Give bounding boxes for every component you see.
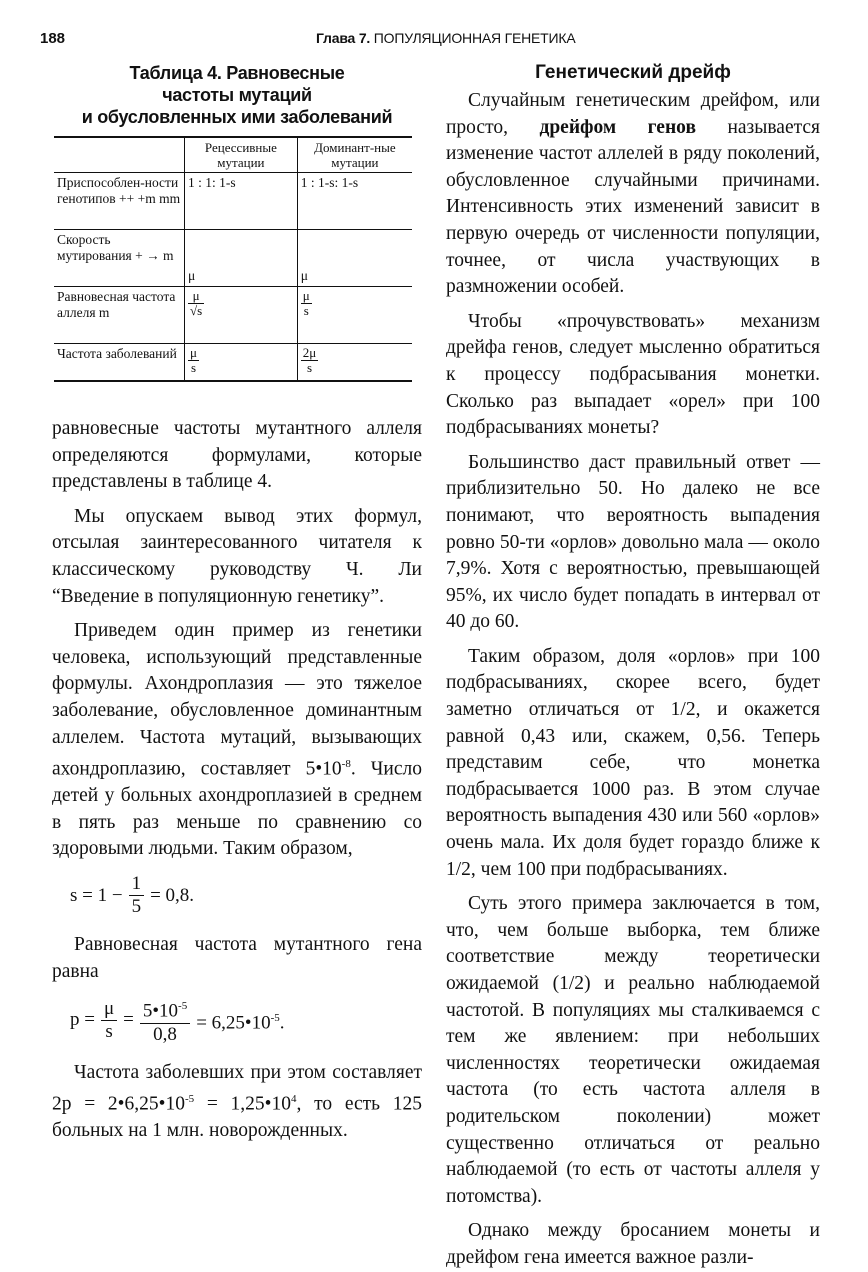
numerator: 2μ bbox=[302, 345, 317, 360]
numerator: μ bbox=[302, 288, 310, 303]
fraction-inline: 1/2 bbox=[446, 858, 471, 880]
denominator: s bbox=[105, 1020, 113, 1042]
table-header-cell bbox=[54, 137, 185, 173]
row-label: Частота заболеваний bbox=[54, 344, 185, 382]
paragraph: Мы опускаем вывод этих формул, отсылая заинтересованного читателя к классическому руководству Ч. Ли “Введение в популяционную генетику”. bbox=[52, 505, 422, 607]
left-body-text bbox=[52, 416, 422, 1145]
fraction bbox=[301, 289, 312, 318]
formula-s bbox=[70, 873, 422, 918]
denominator: 5 bbox=[131, 896, 142, 917]
superscript: -5 bbox=[178, 1000, 188, 1013]
formula-part: = 0,8. bbox=[150, 884, 195, 906]
page-header bbox=[40, 30, 830, 54]
numerator: μ bbox=[188, 289, 204, 304]
recessive-cell: μ bbox=[185, 230, 298, 287]
text-run: = 6,25•10 bbox=[196, 1012, 271, 1034]
right-column bbox=[446, 62, 820, 1272]
section-title: Генетический дрейф bbox=[535, 62, 731, 83]
text-run: , то есть 125 больных на 1 млн. новорожденных. bbox=[52, 1093, 422, 1142]
text-run: Таким образом, доля «орлов» при 100 подбрасываниях, скорее всего, будет заметно отличаться от bbox=[446, 645, 820, 721]
paragraph bbox=[446, 644, 820, 883]
superscript: -5 bbox=[270, 1011, 280, 1024]
fraction bbox=[301, 346, 318, 375]
dominant-cell: μ bbox=[297, 230, 412, 287]
formula-part: s = 1 − bbox=[70, 884, 123, 906]
formula-part: = bbox=[123, 1009, 134, 1031]
text-run: , и окажется равной 0,43 или, скажем, 0,56. Теперь представим себе, что монетка подбрасывается 1000 раз. В этом случае вероятность выпадения 430 или 560 «орлов» очень мала. Их доля будет гораздо ближе к bbox=[446, 699, 820, 854]
fraction bbox=[129, 873, 145, 918]
table-header-cell: Доминант-ные мутации bbox=[297, 137, 412, 173]
table-header-cell: Рецессивные мутации bbox=[185, 137, 298, 173]
text-run: 5•10 bbox=[142, 1000, 179, 1022]
formula-part bbox=[196, 1006, 284, 1035]
page-number: 188 bbox=[40, 30, 66, 47]
paragraph: Однако между бросанием монеты и дрейфом гена имеется важное разли- bbox=[446, 1220, 820, 1268]
term-bold: дрейфом генов bbox=[539, 116, 696, 138]
right-body-text bbox=[446, 88, 820, 1272]
fraction bbox=[188, 346, 199, 375]
denominator: √s bbox=[190, 303, 203, 318]
text-run: = 1,25•10 bbox=[194, 1093, 291, 1115]
running-head bbox=[316, 30, 575, 46]
superscript: 4 bbox=[291, 1093, 297, 1106]
chapter-label: Глава 7. bbox=[316, 30, 371, 46]
fraction bbox=[188, 289, 204, 318]
text-run: ) и реально наблюдаемой частотой. В популяциях мы сталкиваемся с тем же явлением: при небольших численностях теоретически ожидаемая частота (то есть частота аллеля в родительском поколении) может существенно отличаться от реально наблюдаемой (то есть от частоты аллеля у потомства). bbox=[446, 973, 820, 1207]
table-title bbox=[52, 62, 422, 128]
paragraph bbox=[446, 891, 820, 1210]
superscript: -8 bbox=[341, 758, 351, 771]
recessive-cell: 1 : 1: 1-s bbox=[185, 173, 298, 230]
dominant-cell bbox=[297, 344, 412, 382]
left-column bbox=[52, 62, 422, 1145]
dominant-cell: 1 : 1-s: 1-s bbox=[297, 173, 412, 230]
denominator: s bbox=[190, 360, 197, 375]
table-title-line: и обусловленных ими заболеваний bbox=[81, 107, 393, 127]
text-run: , чем 100 при подбрасываниях. bbox=[470, 858, 728, 880]
fraction-inline: 1/2 bbox=[559, 973, 585, 994]
table-row bbox=[54, 230, 412, 287]
formula-part: p = bbox=[70, 1009, 95, 1031]
text-run: Случайным генетическим дрейфом, или просто, bbox=[446, 90, 820, 138]
fraction-inline: 1/2 bbox=[670, 699, 696, 721]
numerator: 1 bbox=[129, 873, 145, 896]
table-row bbox=[54, 173, 412, 230]
table-row bbox=[54, 344, 412, 382]
text-run: Приведем один пример из генетики человека, использующий представленные формулы. Ахондроплазия — это тяжелое заболевание, обусловленное доминантным аллелем. Частота мутаций, вызывающих ахондроплазию, составляет 5•10 bbox=[52, 620, 422, 780]
text-run: Суть этого примера заключается в том, что, чем больше выборка, тем ближе соответствие между теоретически ожидаемой ( bbox=[446, 893, 820, 994]
denominator: s bbox=[303, 303, 309, 318]
superscript: -5 bbox=[184, 1093, 195, 1106]
numerator bbox=[140, 995, 190, 1023]
denominator: s bbox=[307, 360, 313, 375]
numerator: μ bbox=[101, 998, 117, 1021]
table-row bbox=[54, 287, 412, 344]
paragraph: равновесные частоты мутантного аллеля определяются формулами, которые представлены в таблице 4. bbox=[52, 418, 422, 493]
table-title-line: частоты мутаций bbox=[162, 85, 312, 105]
equilibrium-table bbox=[54, 136, 412, 382]
text-run: Частота заболевших при этом составляет 2p = 2•6,25•10 bbox=[52, 1061, 422, 1115]
text-run: называется изменение частот аллелей в ряду поколений, обусловленное случайными причинами. Интенсивность этих изменений зависит в первую очередь от численности популяции, точнее, от числа участвующих в размножении особей. bbox=[446, 116, 820, 298]
numerator: μ bbox=[190, 345, 197, 360]
text-run: . bbox=[279, 1012, 285, 1034]
formula-p bbox=[70, 995, 422, 1045]
paragraph: Большинство даст правильный ответ — приблизительно 50. Но далеко не все понимают, что вероятность выпадения ровно 50-ти «орлов» довольно мала — около 7,9%. Хотя с вероятностью, превышающей 95%, их число будет попадать в интервал от 40 до 60. bbox=[446, 451, 820, 633]
paragraph bbox=[52, 1060, 422, 1145]
chapter-title: ПОПУЛЯЦИОННАЯ ГЕНЕТИКА bbox=[373, 30, 576, 46]
fraction bbox=[140, 995, 190, 1045]
row-label: Равновесная частота аллеля m bbox=[54, 287, 185, 344]
row-label: Приспособлен-ности генотипов ++ +m mm bbox=[54, 173, 185, 230]
dominant-cell bbox=[297, 287, 412, 344]
paragraph: Чтобы «прочувствовать» механизм дрейфа генов, следует мысленно обратиться к процессу подбрасывания монетки. Сколько раз выпадает «орел» при 100 подбрасываниях монеты? bbox=[446, 310, 820, 439]
table-title-line: Таблица 4. Равновесные bbox=[129, 63, 345, 83]
denominator: 0,8 bbox=[153, 1023, 177, 1045]
fraction bbox=[101, 998, 117, 1043]
paragraph bbox=[446, 88, 820, 301]
paragraph bbox=[52, 618, 422, 863]
recessive-cell bbox=[185, 344, 298, 382]
paragraph: Равновесная частота мутантного гена равна bbox=[52, 934, 422, 982]
row-label: Скорость мутирования + → m bbox=[54, 230, 185, 287]
recessive-cell bbox=[185, 287, 298, 344]
table-header-row bbox=[54, 137, 412, 173]
text-run: . Число детей у больных ахондроплазией в среднем в пять раз меньше по сравнению со здоровыми людьми. Таким образом, bbox=[52, 758, 422, 860]
